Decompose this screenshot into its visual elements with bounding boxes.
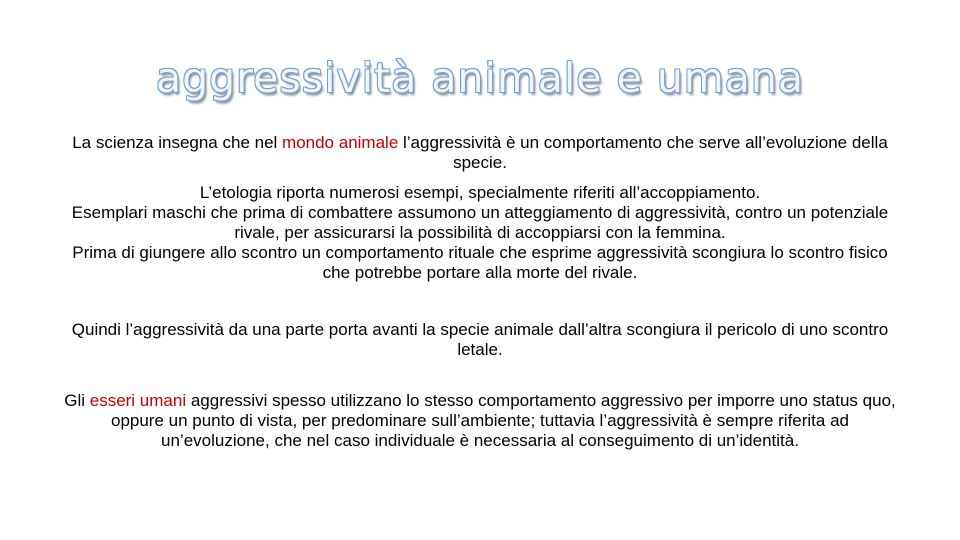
paragraph-ethology — [60, 183, 900, 283]
paragraph-conclusion: Quindi l’aggressività da una parte porta avanti la specie animale dall’altra scongiura il pericolo di uno scontro letale. — [71, 320, 889, 359]
paragraph-text: aggressivi spesso utilizzano lo stesso comportamento aggressivo per imporre uno status quo, oppure un punto di vista, per predominare sull’ambiente; tuttavia l’aggressività è sempre riferita ad un’evoluzione, che nel caso individuale è necessaria al conseguimento di un’identità. — [110, 391, 896, 450]
slide-title: aggressività animale e umana — [156, 54, 804, 102]
paragraph-text: La scienza insegna che nel — [72, 133, 283, 152]
paragraph-line: L’etologia riporta numerosi esempi, specialmente riferiti all’accoppiamento. — [199, 183, 761, 202]
paragraph-animal-world — [60, 133, 900, 173]
paragraph-text: Gli — [64, 391, 90, 410]
highlight-mondo-animale: mondo animale — [282, 133, 399, 152]
highlight-esseri-umani: esseri umani — [89, 391, 187, 410]
paragraph-text: l’aggressività è un comportamento che serve all’evoluzione della specie. — [398, 133, 888, 172]
paragraph-line: Prima di giungere allo scontro un comportamento rituale che esprime aggressività scongiura lo scontro fisico che potrebbe portare alla morte del rivale. — [72, 243, 888, 282]
paragraph-line: Esemplari maschi che prima di combattere assumono un atteggiamento di aggressività, contro un potenziale rivale, per assicurarsi la possibilità di accoppiarsi con la femmina. — [71, 203, 889, 242]
paragraph-humans — [60, 391, 900, 451]
